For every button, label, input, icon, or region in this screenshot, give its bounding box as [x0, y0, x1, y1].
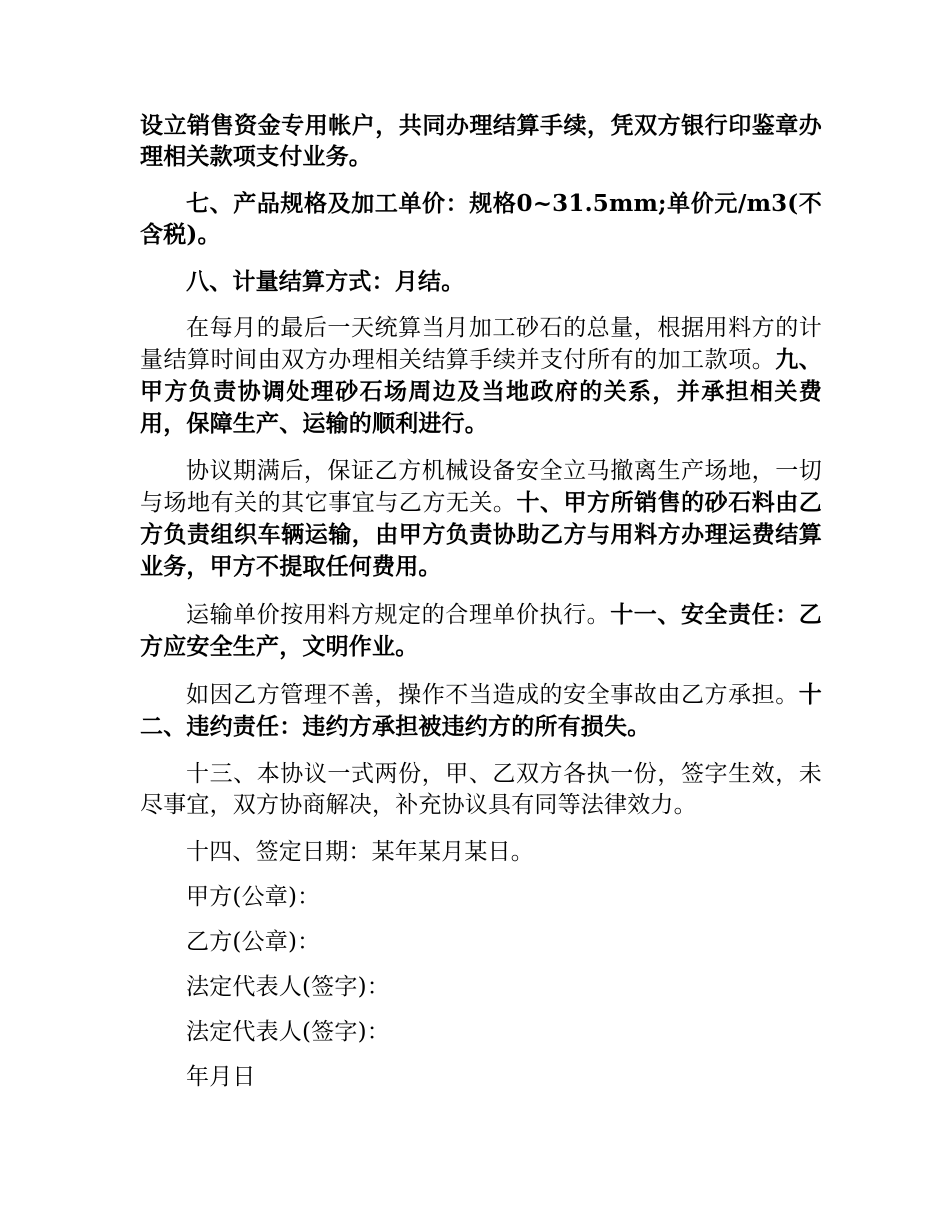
- clause-twelve-text: 十二、违约责任：违约方承担被违约方的所有损失。: [140, 681, 822, 740]
- paragraph-product-spec: 七、产品规格及加工单价：规格0~31.5mm;单价元/m3(不含税)。: [140, 190, 822, 248]
- legal-rep-signature-b: 法定代表人(签字)：: [186, 1019, 390, 1045]
- clause-nine-text: 九、甲方负责协调处理砂石场周边及当地政府的关系，并承担相关费用，保障生产、运输的顺利进行。: [140, 346, 822, 437]
- expiry-text: 协议期满后，保证乙方机械设备安全立马撤离生产场地，一切与场地有关的其它事宜与乙方无关。: [140, 458, 822, 516]
- monthly-settlement-text: 在每月的最后一天统算当月加工砂石的总量，根据用料方的计量结算时间由双方办理相关结算手续并支付所有的加工款项。: [140, 315, 822, 373]
- party-b-seal: 乙方(公章)：: [186, 929, 321, 955]
- paragraph-accident: [140, 679, 822, 743]
- date-line: 年月日: [186, 1064, 256, 1090]
- transport-price-text: 运输单价按用料方规定的合理单价执行。: [186, 602, 611, 628]
- legal-rep-signature-a: 法定代表人(签字)：: [186, 974, 390, 1000]
- party-a-seal: 甲方(公章)：: [186, 884, 321, 910]
- clause-eleven-text: 十一、安全责任：乙方应安全生产，文明作业。: [140, 601, 822, 660]
- paragraph-monthly-settlement: [140, 313, 822, 440]
- paragraph-account-clause: 设立销售资金专用帐户，共同办理结算手续，凭双方银行印鉴章办理相关款项支付业务。: [140, 112, 822, 170]
- paragraph-sign-date: 十四、签定日期：某年某月某日。: [186, 839, 534, 865]
- paragraph-copies: 十三、本协议一式两份，甲、乙双方各执一份，签字生效，未尽事宜，双方协商解决，补充协议具有同等法律效力。: [140, 761, 822, 818]
- accident-text: 如因乙方管理不善，操作不当造成的安全事故由乙方承担。: [186, 682, 799, 708]
- paragraph-transport-price: [140, 599, 822, 663]
- paragraph-expiry: [140, 456, 822, 583]
- paragraph-settlement-method: 八、计量结算方式：月结。: [186, 268, 465, 295]
- clause-ten-text: 十、甲方所销售的砂石料由乙方负责组织车辆运输，由甲方负责协助乙方与用料方办理运费结算业务，甲方不提取任何费用。: [140, 489, 822, 580]
